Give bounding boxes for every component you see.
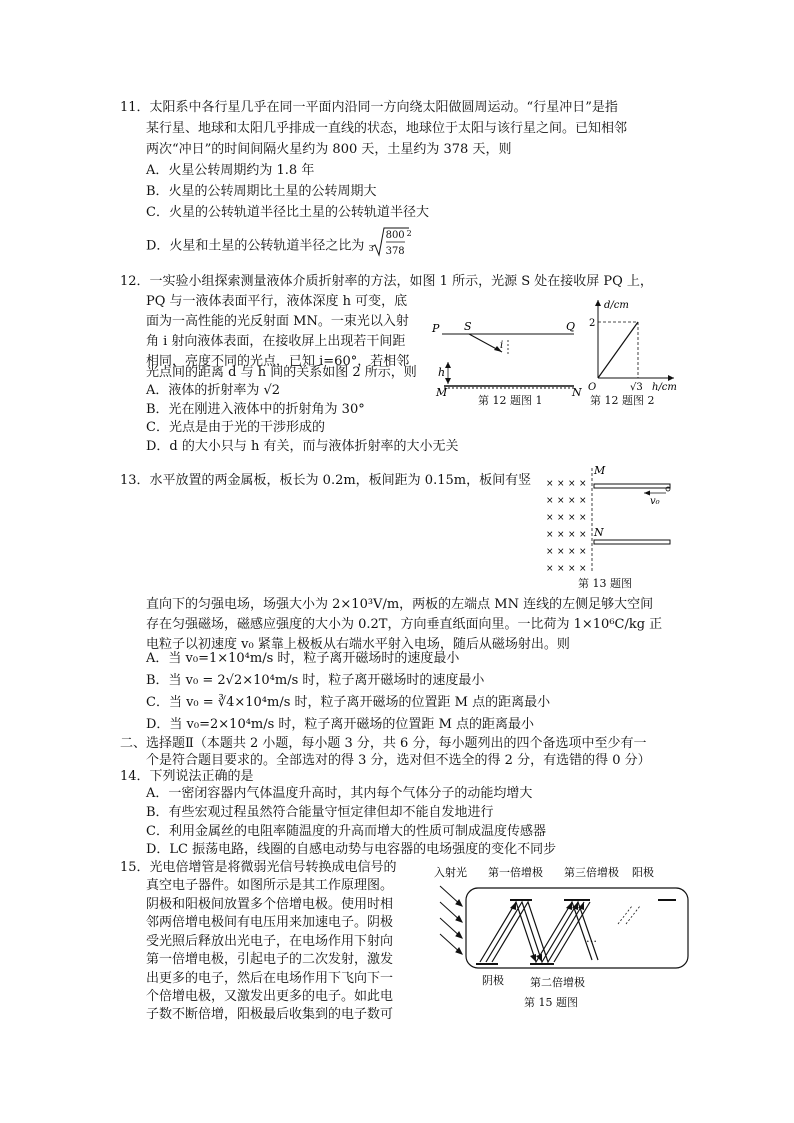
label-v0: v₀ bbox=[650, 496, 660, 507]
q15-stem-line7: 出更多的电子，然后在电场作用下飞向下一 bbox=[146, 971, 394, 986]
q12-option-d: D．d 的大小只与 h 有关，而与液体折射率的大小无关 bbox=[146, 439, 459, 454]
field-cross: × bbox=[579, 547, 587, 557]
field-cross: × bbox=[546, 496, 554, 506]
q12-figure-1 bbox=[428, 312, 588, 398]
q12-option-a: A．液体的折射率为 √2 bbox=[146, 383, 281, 398]
field-cross: × bbox=[579, 530, 587, 540]
q11-option-b: B．火星的公转周期比土星的公转周期大 bbox=[146, 184, 377, 199]
field-cross: × bbox=[546, 547, 554, 557]
field-cross: × bbox=[568, 496, 576, 506]
q15-stem-line4: 邻两倍增电极间有电压用来加速电子。阴极 bbox=[146, 915, 394, 930]
label-anode: 阳极 bbox=[632, 866, 654, 879]
q11-stem-line1: 11．太阳系中各行星几乎在同一平面内沿同一方向绕太阳做圆周运动。“行星冲日”是指 bbox=[120, 100, 618, 115]
q12-stem-line4: 角 i 射向液体表面，在接收屏上出现若干间距 bbox=[146, 334, 406, 349]
field-cross: × bbox=[568, 547, 576, 557]
label-m: M bbox=[594, 464, 606, 477]
q13-option-d: D．当 v₀=2×10⁴m/s 时，粒子离开磁场的位置距 M 点的距离最小 bbox=[146, 717, 535, 732]
label-second-dynode: 第二倍增极 bbox=[530, 976, 585, 989]
q13-stem-line3: 存在匀强磁场，磁感应强度的大小为 0.2T，方向垂直纸面向里。一比荷为 1×10⁶C/kg 正 bbox=[146, 617, 663, 632]
q15-stem-line5: 受光照后释放出光电子，在电场作用下射向 bbox=[146, 934, 394, 949]
fraction-denominator: 378 bbox=[385, 246, 405, 257]
exponent: 2 bbox=[406, 229, 412, 238]
q12-stem-line5: 相同，亮度不同的光点，已知 i=60°，若相邻 bbox=[146, 354, 410, 369]
d-h-line bbox=[598, 322, 638, 378]
section2-heading-line1: 二、选择题Ⅱ（本题共 2 小题，每小题 3 分，共 6 分，每小题列出的四个备选项中至少有一 bbox=[120, 736, 647, 751]
x-axis-label: h/cm bbox=[652, 382, 677, 392]
field-cross: × bbox=[557, 547, 565, 557]
field-cross: × bbox=[557, 496, 565, 506]
field-cross: × bbox=[557, 479, 565, 489]
q14-stem: 14．下列说法正确的是 bbox=[120, 769, 254, 784]
label-m: M bbox=[436, 386, 448, 398]
q11-option-d-prefix: D．火星和土星的公转轨道半径之比为 bbox=[146, 238, 365, 254]
q15-stem-line1: 15．光电倍增管是将微弱光信号转换成电信号的 bbox=[120, 860, 397, 875]
field-cross: × bbox=[557, 564, 565, 574]
q13-option-b: B．当 v₀ = 2√2×10⁴m/s 时，粒子离开磁场时的速度最小 bbox=[146, 673, 485, 688]
q12-stem-line3: 面为一高性能的光反射面 MN。一束光以入射 bbox=[146, 314, 409, 329]
field-cross: × bbox=[557, 530, 565, 540]
q11-option-d-formula bbox=[369, 231, 417, 261]
dynode-plates bbox=[476, 900, 676, 964]
electron-paths bbox=[480, 902, 598, 962]
label-q: Q bbox=[566, 320, 576, 333]
q12-option-b: B．光在刚进入液体中的折射角为 30° bbox=[146, 402, 365, 417]
incident-light-arrows bbox=[440, 886, 462, 954]
anode-dashed-paths bbox=[618, 906, 640, 924]
q13-option-a: A．当 v₀=1×10⁴m/s 时，粒子离开磁场时的速度最小 bbox=[146, 651, 460, 666]
field-cross: × bbox=[546, 530, 554, 540]
q15-figure-caption: 第 15 题图 bbox=[524, 996, 578, 1009]
q15-stem-line9: 子数不断倍增，阳极最后收集到的电子数可 bbox=[146, 1007, 394, 1022]
q12-figure-1-caption: 第 12 题图 1 bbox=[478, 394, 543, 407]
q12-stem-line6: 光点间的距离 d 与 h 间的关系如图 2 所示，则 bbox=[146, 365, 417, 380]
q13-stem-line4: 电粒子以初速度 v₀ 紧靠上极板从右端水平射入电场，随后从磁场射出。则 bbox=[146, 637, 570, 652]
dots-ellipsis: … bbox=[586, 932, 597, 945]
lower-plate bbox=[594, 540, 670, 544]
label-i: i bbox=[500, 340, 504, 351]
q12-stem-line2: PQ 与一液体表面平行，液体深度 h 可变，底 bbox=[146, 294, 408, 309]
q15-figure bbox=[432, 862, 702, 992]
q13-figure bbox=[540, 462, 680, 578]
q13-figure-caption: 第 13 题图 bbox=[578, 577, 632, 590]
upper-plate bbox=[594, 484, 670, 488]
field-cross: × bbox=[546, 564, 554, 574]
field-cross: × bbox=[579, 513, 587, 523]
q12-figure-2 bbox=[586, 296, 678, 392]
origin-label: O bbox=[588, 382, 597, 392]
field-cross: × bbox=[579, 564, 587, 574]
label-n: N bbox=[572, 386, 582, 398]
q12-stem-line1: 12．一实验小组探索测量液体介质折射率的方法，如图 1 所示，光源 S 处在接收屏 PQ 上， bbox=[120, 274, 653, 289]
q14-option-c: C．利用金属丝的电阻率随温度的升高而增大的性质可制成温度传感器 bbox=[146, 824, 546, 839]
radical-index: 3 bbox=[368, 244, 374, 253]
field-cross: × bbox=[546, 479, 554, 489]
q12-option-c: C．光点是由于光的干涉形成的 bbox=[146, 420, 325, 435]
label-p: P bbox=[432, 322, 440, 335]
field-cross: × bbox=[546, 513, 554, 523]
field-cross: × bbox=[568, 513, 576, 523]
x-tick-sqrt3: √3 bbox=[630, 382, 643, 392]
q13-stem-line2: 直向下的匀强电场，场强大小为 2×10³V/m，两板的左端点 MN 连线的左侧足够大空间 bbox=[146, 597, 654, 612]
field-cross: × bbox=[557, 513, 565, 523]
label-incident-light: 入射光 bbox=[434, 866, 467, 879]
field-cross: × bbox=[568, 564, 576, 574]
q11-stem-line2: 某行星、地球和太阳几乎排成一直线的状态，地球位于太阳与该行星之间。已知相邻 bbox=[146, 121, 628, 136]
field-cross: × bbox=[579, 479, 587, 489]
q14-option-a: A．一密闭容器内气体温度升高时，其内每个气体分子的动能均增大 bbox=[146, 786, 533, 801]
label-n: N bbox=[594, 526, 604, 539]
fraction-numerator: 800 bbox=[385, 230, 405, 241]
q12-figure-2-caption: 第 12 题图 2 bbox=[590, 394, 655, 407]
q11-option-a: A．火星公转周期约为 1.8 年 bbox=[146, 163, 315, 178]
q11-stem-line3: 两次“冲日”的时间间隔火星约为 800 天，土星约为 378 天，则 bbox=[146, 142, 512, 157]
field-cross: × bbox=[568, 479, 576, 489]
q15-stem-line2: 真空电子器件。如图所示是其工作原理图。 bbox=[146, 878, 394, 893]
field-cross: × bbox=[579, 496, 587, 506]
q13-stem-line1: 13．水平放置的两金属板，板长为 0.2m，板间距为 0.15m，板间有竖 bbox=[120, 473, 532, 488]
label-h: h bbox=[438, 366, 446, 379]
label-third-dynode: 第三倍增极 bbox=[564, 866, 619, 879]
q11-option-d bbox=[146, 231, 417, 261]
label-cathode: 阴极 bbox=[482, 974, 504, 987]
q15-stem-line8: 个倍增电极，又激发出更多的电子。如此电 bbox=[146, 989, 394, 1004]
section2-heading-line2: 个是符合题目要求的。全部选对的得 3 分，选对但不选全的得 2 分，有选错的得 0 分） bbox=[146, 753, 651, 768]
q15-stem-line3: 阴极和阳极间放置多个倍增电极。使用时相 bbox=[146, 897, 394, 912]
q13-option-c: C．当 v₀ = ∛4×10⁴m/s 时，粒子离开磁场的位置距 M 点的距离最小 bbox=[146, 695, 551, 710]
field-cross: × bbox=[568, 530, 576, 540]
y-tick-2: 2 bbox=[589, 318, 596, 329]
magnetic-field-crosses bbox=[546, 479, 587, 574]
q14-option-d: D．LC 振荡电路，线圈的自感电动势与电容器的电场强度的变化不同步 bbox=[146, 842, 557, 857]
q15-stem-line6: 第一倍增电极，引起电子的二次发射，激发 bbox=[146, 952, 394, 967]
q14-option-b: B．有些宏观过程虽然符合能量守恒定律但却不能自发地进行 bbox=[146, 805, 494, 820]
label-s: S bbox=[464, 320, 472, 333]
q11-option-c: C．火星的公转轨道半径比土星的公转轨道半径大 bbox=[146, 205, 429, 220]
label-first-dynode: 第一倍增极 bbox=[488, 866, 543, 879]
y-axis-label: d/cm bbox=[604, 300, 629, 311]
